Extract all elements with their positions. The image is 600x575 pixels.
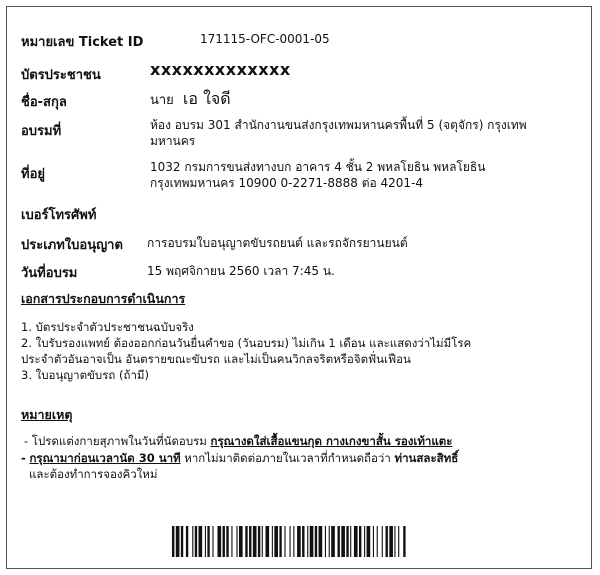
barcode-bar: [394, 526, 395, 557]
name-title: นาย: [150, 93, 174, 108]
address-label: ที่อยู่: [21, 167, 45, 182]
note-2-line2: และต้องทำการจองคิวใหม่: [29, 467, 158, 481]
training-date-label: วันที่อบรม: [21, 266, 78, 281]
barcode-bar: [172, 526, 174, 557]
barcode-bar: [265, 526, 269, 557]
barcode-bar: [199, 526, 203, 557]
barcode-bar: [310, 526, 314, 557]
barcode-bar: [176, 526, 180, 557]
ticket-card: [6, 6, 592, 569]
barcode-bar: [290, 526, 291, 557]
barcode-bar: [253, 526, 257, 557]
training-place-line2: มหานคร: [150, 134, 196, 148]
barcode-bar: [350, 526, 351, 557]
barcode-bar: [226, 526, 228, 557]
license-type-value: การอบรมใบอนุญาตขับรถยนต์ และรถจักรยานยนต์: [147, 236, 408, 250]
barcode-bar: [367, 526, 371, 557]
id-card-label: บัตรประชาชน: [21, 68, 101, 83]
ticket-id-label: หมายเลข Ticket ID: [21, 35, 144, 50]
barcode-bar: [359, 526, 361, 557]
barcode-bar: [249, 526, 251, 557]
barcode-bar: [293, 526, 294, 557]
barcode-bar: [386, 526, 388, 557]
barcode-bar: [382, 526, 383, 557]
barcode-bar: [354, 526, 358, 557]
note-1-prefix: - โปรดแต่งกายสุภาพในวันที่นัดอบรม: [24, 434, 207, 448]
barcode-bar: [181, 526, 183, 557]
barcode-bar: [341, 526, 345, 557]
barcode-bar: [205, 526, 206, 557]
barcode-bar: [302, 526, 304, 557]
barcode-bar: [192, 526, 193, 557]
note-2-middle: หากไม่มาติดต่อภายในเวลาที่กำหนดถือว่า: [184, 451, 391, 465]
documents-heading: เอกสารประกอบการดำเนินการ: [21, 291, 186, 306]
note-2-emphasis-2: ท่านสละสิทธิ์: [394, 451, 459, 465]
ticket-id-value: 171115-OFC-0001-05: [200, 32, 330, 46]
barcode-bar: [236, 526, 237, 557]
name-value: เอ ใจดี: [182, 89, 231, 108]
barcode-bar: [272, 526, 273, 557]
barcode-bar: [223, 526, 225, 557]
document-item-2-line2: ประจำตัวอันอาจเป็น อันตรายขณะขับรถ และไม่เป็นคนวิกลจริตหรือจิตฟั่นเฟือน: [21, 352, 411, 366]
training-place-line1: ห้อง อบรม 301 สำนักงานขนส่งกรุงเทพมหานครพื้นที่ 5 (จตุจักร) กรุงเทพ: [150, 118, 527, 132]
barcode-icon: [172, 526, 407, 557]
note-1-emphasis: กรุณางดใส่เสื้อแขนกุด กางเกงขาสั้น รองเท้าแตะ: [210, 434, 453, 448]
barcode-bar: [284, 526, 285, 557]
license-type-label: ประเภทใบอนุญาต: [21, 238, 123, 253]
document-item-1: 1. บัตรประจำตัวประชาชนฉบับจริง: [21, 320, 194, 334]
phone-label: เบอร์โทรศัพท์: [21, 208, 97, 223]
barcode-bar: [297, 526, 301, 557]
barcode-bar: [217, 526, 221, 557]
note-2-emphasis: กรุณามาก่อนเวลานัด 30 นาที: [29, 451, 181, 465]
barcode-bar: [373, 526, 374, 557]
training-place-label: อบรมที่: [21, 124, 62, 139]
barcode-bar: [231, 526, 232, 557]
barcode-bar: [319, 526, 323, 557]
barcode-bar: [307, 526, 308, 557]
address-line1: 1032 กรมการขนส่งทางบก อาคาร 4 ชั้น 2 พหลโยธิน พหลโยธิน: [150, 160, 486, 174]
barcode-bar: [403, 526, 405, 557]
barcode-bar: [364, 526, 365, 557]
barcode-bar: [315, 526, 317, 557]
barcode-bar: [338, 526, 340, 557]
barcode-bar: [346, 526, 348, 557]
barcode-bar: [239, 526, 243, 557]
id-card-value: xxxxxxxxxxxxx: [150, 60, 291, 79]
name-label: ชื่อ-สกุล: [21, 95, 67, 110]
barcode-bar: [262, 526, 263, 557]
barcode-bar: [389, 526, 393, 557]
note-2-dash: -: [21, 451, 26, 465]
address-line2: กรุงเทพมหานคร 10900 0-2271-8888 ต่อ 4201-4: [150, 176, 424, 190]
barcode-bar: [377, 526, 378, 557]
barcode-bar: [325, 526, 326, 557]
notes-heading: หมายเหตุ: [21, 407, 73, 422]
document-item-3: 3. ใบอนุญาตขับรถ (ถ้ามี): [21, 368, 149, 382]
barcode-bar: [329, 526, 330, 557]
barcode-bar: [195, 526, 197, 557]
training-date-value: 15 พฤศจิกายน 2560 เวลา 7:45 น.: [147, 264, 335, 278]
barcode-bar: [186, 526, 188, 557]
barcode-bar: [212, 526, 213, 557]
barcode-bar: [258, 526, 260, 557]
barcode-bar: [331, 526, 335, 557]
barcode-bar: [207, 526, 209, 557]
barcode-bar: [245, 526, 247, 557]
barcode-bar: [274, 526, 278, 557]
name-field: [150, 87, 231, 112]
note-1: [24, 433, 452, 451]
document-item-2-line1: 2. ใบรับรองแพทย์ ต้องออกก่อนวันยื่นคำขอ (วันอบรม) ไม่เกิน 1 เดือน และแสดงว่าไม่มีโรค: [21, 336, 472, 350]
barcode-bar: [398, 526, 399, 557]
barcode-bar: [279, 526, 281, 557]
